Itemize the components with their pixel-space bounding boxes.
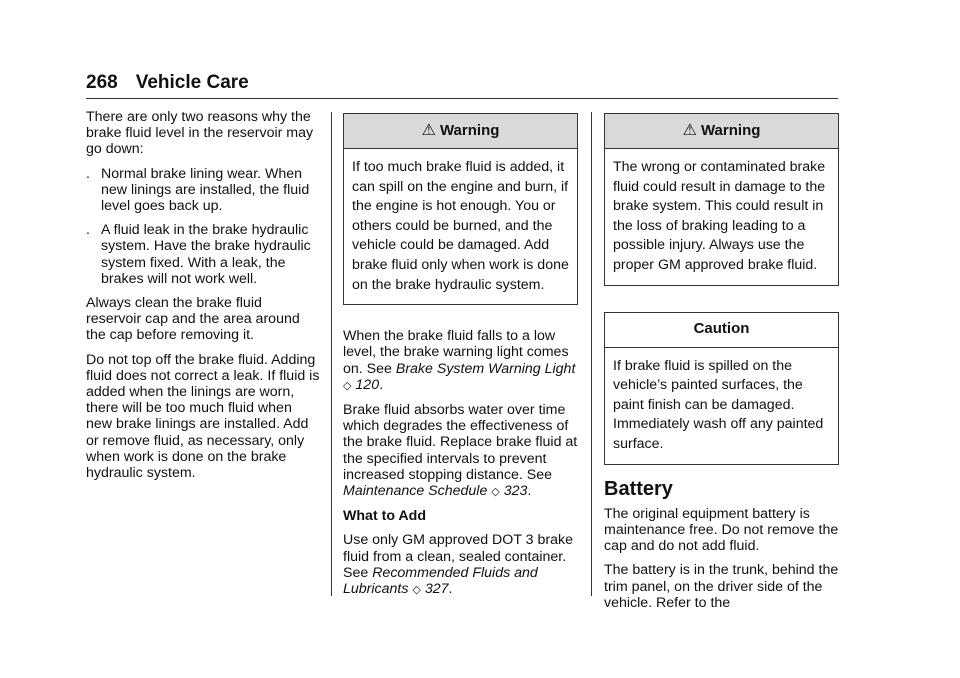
warning-icon: ⚠ — [421, 121, 436, 139]
page-arrow-icon: ◇ — [343, 379, 352, 392]
xref-page[interactable]: 327 — [424, 581, 449, 597]
xref-page[interactable]: 323 — [503, 482, 528, 499]
column-1 — [86, 109, 320, 489]
page-number: 268 — [86, 72, 118, 93]
absorbs-water-paragraph — [343, 402, 578, 500]
bullet-marker: . — [86, 222, 90, 239]
page-arrow-icon: ◇ — [412, 584, 421, 596]
battery-paragraph-2: The battery is in the trunk, behind the trim panel, on the driver side of the vehicle. Refer to the — [604, 562, 839, 611]
warning-title: Warning — [439, 121, 500, 139]
warning-body: If too much brake fluid is added, it can spill on the engine and burn, if the engine is hot enough. You or others could be burned, and the vehicle could be damaged. Add brake fluid only when work is done on the brake hydraulic system. — [352, 159, 569, 293]
list-item — [86, 222, 320, 287]
warning-title: Warning — [700, 121, 761, 139]
warning-body: The wrong or contaminated brake fluid could result in damage to the brake system. This could result in the loss of braking leading to a possible injury. Always use the proper GM approved brake fluid. — [613, 159, 826, 273]
column-3 — [604, 113, 839, 619]
what-to-add-paragraph — [343, 532, 578, 598]
column-divider-2 — [591, 112, 592, 596]
column-2 — [343, 113, 578, 606]
caution-header — [605, 313, 838, 348]
warning-icon: ⚠ — [682, 121, 697, 139]
section-title: Vehicle Care — [135, 72, 249, 93]
bullet-text: Normal brake lining wear. When new linings are installed, the fluid level goes back up. — [101, 165, 310, 215]
warning-header — [344, 114, 577, 149]
paragraph-text: Use only GM approved DOT 3 brake fluid from a clean, sealed container. See — [343, 532, 573, 581]
bullet-text: A fluid leak in the brake hydraulic system. Have the brake hydraulic system fixed. With a leak, the brakes will not work well. — [101, 222, 311, 287]
xref-maintenance-schedule[interactable]: Maintenance Schedule — [343, 482, 488, 499]
page-arrow-icon: ◇ — [491, 485, 500, 498]
caution-body: If brake fluid is spilled on the vehicle’s painted surfaces, the paint finish can be damaged. Immediately wash off any painted surface. — [613, 357, 824, 452]
caution-box — [604, 312, 839, 465]
paragraph-end: . — [448, 581, 453, 597]
page-header — [86, 72, 249, 94]
intro-paragraph: There are only two reasons why the brake fluid level in the reservoir may go down: — [86, 109, 314, 158]
warning-header — [605, 114, 838, 149]
warning-box — [343, 113, 578, 305]
column-divider-1 — [331, 112, 332, 596]
battery-paragraph-1: The original equipment battery is maintenance free. Do not remove the cap and do not add fluid. — [604, 505, 839, 555]
clean-cap-paragraph: Always clean the brake fluid reservoir cap and the area around the cap before removing it. — [86, 295, 300, 344]
paragraph-end: . — [379, 376, 384, 393]
warning-box — [604, 113, 839, 286]
paragraph-text: When the brake fluid falls to a low level, the brake warning light comes on. See — [343, 328, 569, 377]
paragraph-text: Brake fluid absorbs water over time which degrades the effectiveness of the brake fluid. Replace brake fluid at the specified intervals to prevent increased stopping distance. See — [343, 401, 578, 483]
caution-title: Caution — [693, 320, 750, 338]
bullet-marker: . — [86, 165, 90, 182]
battery-heading: Battery — [604, 477, 673, 500]
list-item — [86, 166, 320, 215]
xref-recommended-fluids[interactable]: Recommended Fluids and Lubricants — [343, 564, 538, 597]
header-rule — [86, 98, 838, 99]
xref-page[interactable]: 120 — [355, 376, 380, 393]
what-to-add-heading: What to Add — [343, 508, 426, 525]
top-off-paragraph: Do not top off the brake fluid. Adding fluid does not correct a leak. If fluid is added when the linings are worn, there will be too much fluid when new brake linings are installed. Add or remove fluid, as necessary, only when work is done on the brake hydraulic system. — [86, 351, 320, 482]
paragraph-end: . — [527, 482, 532, 499]
xref-brake-system-warning-light[interactable]: Brake System Warning Light — [395, 360, 576, 377]
warning-light-paragraph — [343, 328, 578, 394]
